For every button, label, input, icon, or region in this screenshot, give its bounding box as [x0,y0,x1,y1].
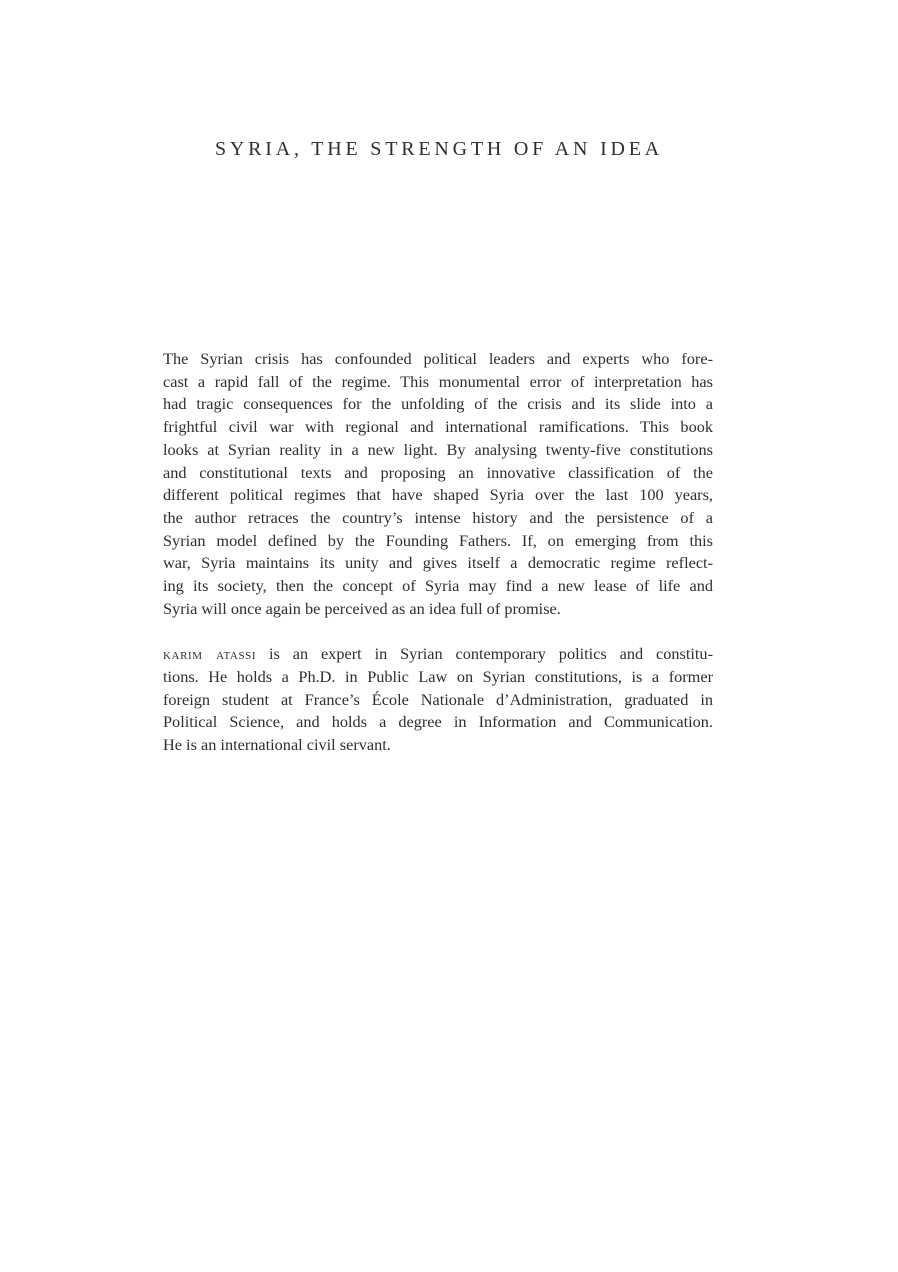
author-bio-text-line: foreign student at France’s École Nationale d’Administration, graduated in [163,689,713,709]
synopsis-text-line: and constitutional texts and proposing an innovative classification of the [163,462,713,482]
synopsis-text-line: war, Syria maintains its unity and gives itself a democratic regime reflect- [163,553,713,573]
page-title: SYRIA, THE STRENGTH OF AN IDEA [214,138,664,160]
synopsis-text-line: the author retraces the country’s intense history and the persistence of a [163,507,713,527]
synopsis-text-line: Syria will once again be perceived as an idea full of promise. [163,598,561,618]
synopsis-text-line: Syrian model defined by the Founding Fathers. If, on emerging from this [163,530,713,550]
synopsis-text-line: frightful civil war with regional and international ramifications. This book [163,417,713,437]
synopsis-text-line: different political regimes that have shaped Syria over the last 100 years, [163,485,713,505]
synopsis-text-line: cast a rapid fall of the regime. This monumental error of interpretation has [163,371,713,391]
author-bio-paragraph [163,643,713,757]
author-name: karim atassi [163,644,257,664]
synopsis-text-line: had tragic consequences for the unfolding of the crisis and its slide into a [163,394,713,414]
synopsis-text-line: The Syrian crisis has confounded political leaders and experts who fore- [163,349,713,368]
author-bio-text-line: Political Science, and holds a degree in Information and Communication. [163,712,713,732]
author-bio-text-line: tions. He holds a Ph.D. in Public Law on Syrian constitutions, is a former [163,666,713,686]
author-bio-lines [163,666,713,757]
synopsis-paragraph [163,348,713,620]
synopsis-text-line: looks at Syrian reality in a new light. By analysing twenty-five constitutions [163,439,713,459]
author-bio-line1-rest: is an expert in Syrian contemporary politics and constitu- [256,644,713,664]
body-text [163,348,713,757]
synopsis-text-line: ing its society, then the concept of Syria may find a new lease of life and [163,576,713,596]
author-bio-text-line: He is an international civil servant. [163,734,391,754]
author-bio-first-line [163,643,713,666]
